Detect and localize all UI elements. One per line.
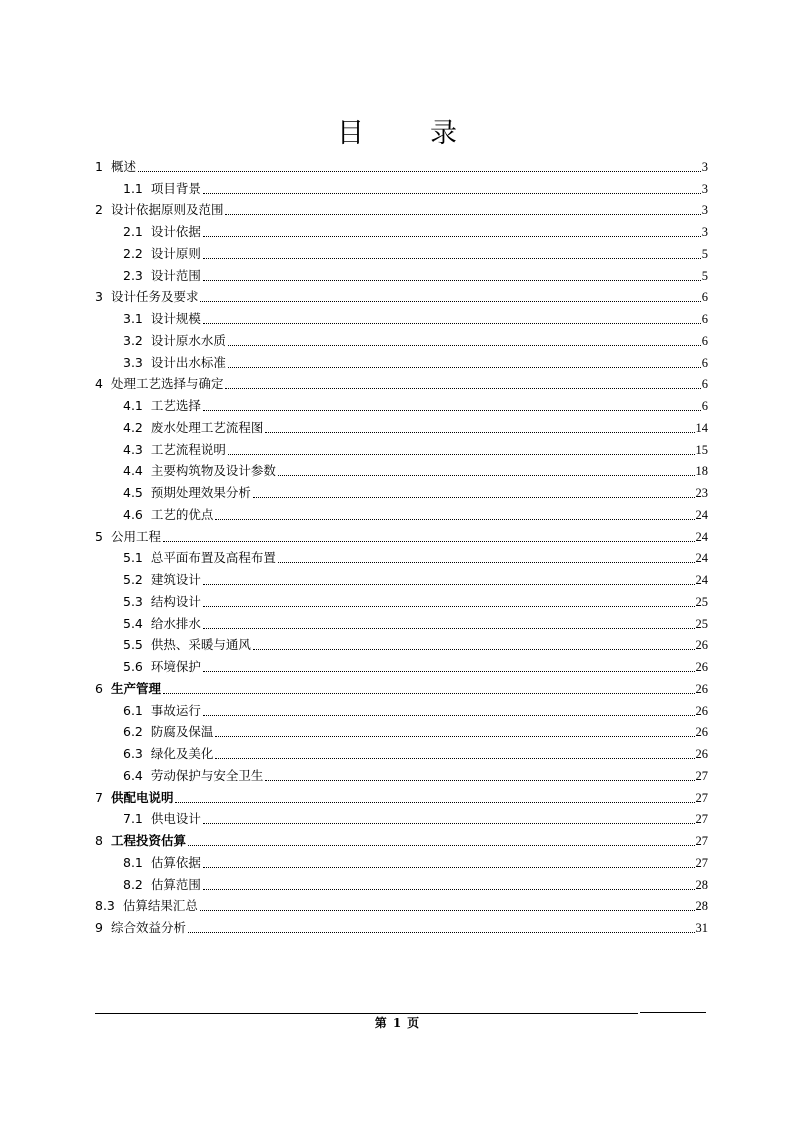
toc-entry-page: 24: [695, 507, 708, 522]
toc-entry-number: 8: [95, 833, 103, 848]
toc-entry[interactable]: [95, 697, 708, 719]
toc-entry-title: 设计规模: [150, 311, 201, 326]
toc-entry-title: 设计任务及要求: [110, 289, 199, 305]
toc-entry[interactable]: [95, 305, 708, 327]
toc-entry-title: 工艺的优点: [150, 506, 214, 522]
toc-entry-title: 供热、采暖与通风: [150, 637, 251, 653]
toc-entry[interactable]: [95, 719, 708, 741]
toc-entry-title: 设计依据: [150, 224, 201, 239]
toc-entry-page: 6: [701, 399, 708, 413]
toc-entry[interactable]: [95, 566, 708, 588]
toc-dot-leader: [253, 649, 695, 650]
toc-entry-title: 概述: [110, 158, 136, 174]
toc-entry-title: 估算依据: [150, 854, 201, 870]
toc-entry-title: 劳动保护与安全卫生: [150, 767, 264, 783]
toc-entry-number: 5.2: [123, 572, 143, 587]
toc-entry-number: 9: [95, 920, 103, 935]
toc-entry-number: 4.5: [123, 485, 143, 500]
toc-entry-page: 18: [695, 464, 708, 479]
toc-entry-number: 4: [95, 376, 103, 392]
toc-entry[interactable]: [95, 262, 708, 284]
toc-dot-leader: [200, 301, 700, 302]
toc-dot-leader: [265, 780, 694, 781]
toc-entry[interactable]: [95, 218, 708, 240]
toc-entry[interactable]: [95, 197, 708, 219]
toc-entry-page: 5: [701, 268, 708, 283]
toc-entry-page: 26: [695, 747, 708, 761]
toc-entry[interactable]: [95, 327, 708, 349]
toc-dot-leader: [203, 823, 695, 824]
title-char-2: 录: [430, 118, 457, 149]
toc-entry-number: 8.1: [123, 854, 143, 870]
table-of-contents: [95, 153, 708, 936]
toc-dot-leader: [163, 541, 695, 542]
toc-dot-leader: [138, 171, 701, 172]
toc-entry-number: 5.6: [123, 659, 143, 674]
toc-entry-number: 7.1: [123, 811, 143, 827]
toc-entry-title: 废水处理工艺流程图: [150, 419, 264, 435]
toc-entry-title: 预期处理效果分析: [150, 485, 251, 500]
toc-entry-title: 结构设计: [150, 593, 201, 609]
toc-entry-title: 综合效益分析: [110, 920, 186, 935]
toc-entry[interactable]: [95, 414, 708, 436]
toc-entry-page: 6: [701, 355, 708, 370]
toc-entry-title: 绿化及美化: [150, 746, 214, 761]
toc-entry[interactable]: [95, 653, 708, 675]
toc-entry-number: 6.1: [123, 702, 143, 718]
toc-entry-page: 28: [695, 899, 708, 914]
toc-entry-title: 供配电说明: [110, 789, 174, 805]
toc-entry[interactable]: [95, 523, 708, 545]
toc-dot-leader: [175, 802, 694, 803]
toc-entry-number: 1.1: [123, 180, 143, 196]
toc-entry-page: 27: [695, 790, 708, 805]
toc-dot-leader: [163, 693, 695, 694]
toc-entry-page: 26: [695, 660, 708, 674]
toc-entry[interactable]: [95, 153, 708, 175]
toc-dot-leader: [203, 258, 701, 259]
toc-entry[interactable]: [95, 632, 708, 654]
toc-entry-title: 设计出水标准: [150, 354, 226, 370]
toc-entry-title: 工艺流程说明: [150, 441, 226, 457]
toc-entry-title: 设计依据原则及范围: [110, 202, 224, 218]
toc-entry-page: 15: [695, 442, 708, 457]
toc-entry-page: 24: [695, 529, 708, 544]
toc-entry-number: 6.4: [123, 767, 143, 783]
toc-entry-page: 6: [701, 290, 708, 305]
toc-entry-title: 防腐及保温: [150, 724, 214, 740]
toc-entry[interactable]: [95, 371, 708, 393]
toc-entry-page: 27: [695, 834, 708, 848]
toc-entry-page: 23: [695, 486, 708, 500]
toc-dot-leader: [203, 410, 701, 411]
toc-entry[interactable]: [95, 827, 708, 849]
toc-entry-number: 2.1: [123, 224, 143, 239]
toc-entry[interactable]: [95, 240, 708, 262]
toc-entry-page: 3: [701, 159, 708, 174]
toc-entry-title: 工程投资估算: [110, 833, 186, 848]
toc-dot-leader: [203, 889, 695, 890]
toc-entry-number: 5.5: [123, 637, 143, 653]
toc-dot-leader: [203, 671, 695, 672]
toc-entry-page: 26: [695, 725, 708, 740]
toc-dot-leader: [278, 475, 695, 476]
toc-entry[interactable]: [95, 914, 708, 936]
toc-dot-leader: [215, 736, 694, 737]
toc-entry[interactable]: [95, 545, 708, 567]
toc-entry-page: 26: [695, 681, 708, 696]
toc-entry-title: 估算范围: [150, 876, 201, 892]
toc-entry-number: 3.3: [123, 354, 143, 370]
toc-dot-leader: [228, 454, 695, 455]
toc-entry-number: 3: [95, 289, 103, 305]
toc-entry-page: 26: [695, 638, 708, 653]
toc-entry-number: 3.1: [123, 311, 143, 326]
toc-entry[interactable]: [95, 501, 708, 523]
toc-entry-page: 27: [695, 812, 708, 827]
toc-entry-page: 5: [701, 246, 708, 261]
toc-entry-page: 31: [695, 921, 708, 935]
toc-entry-title: 总平面布置及高程布置: [150, 550, 276, 566]
toc-entry-page: 24: [695, 551, 708, 566]
toc-dot-leader: [228, 367, 701, 368]
toc-dot-leader: [253, 497, 695, 498]
toc-entry-page: 3: [701, 225, 708, 239]
toc-dot-leader: [203, 280, 701, 281]
page-title: [0, 114, 794, 154]
footer-divider-right: [640, 1012, 706, 1013]
toc-entry-page: 26: [695, 703, 708, 718]
toc-entry[interactable]: [95, 893, 708, 915]
toc-entry-number: 5.3: [123, 593, 143, 609]
footer-suffix: 页: [407, 1016, 420, 1030]
toc-entry-page: 25: [695, 594, 708, 609]
toc-entry-title: 工艺选择: [150, 398, 201, 413]
toc-entry[interactable]: [95, 175, 708, 197]
toc-entry[interactable]: [95, 436, 708, 458]
toc-dot-leader: [278, 562, 695, 563]
toc-entry[interactable]: [95, 806, 708, 828]
toc-dot-leader: [265, 432, 694, 433]
toc-entry-title: 公用工程: [110, 528, 161, 544]
toc-dot-leader: [203, 323, 701, 324]
toc-entry-number: 2.2: [123, 245, 143, 261]
toc-entry-page: 6: [701, 312, 708, 326]
toc-dot-leader: [188, 845, 695, 846]
toc-entry-number: 4.4: [123, 463, 143, 479]
toc-entry[interactable]: [95, 610, 708, 632]
toc-entry-page: 28: [695, 877, 708, 892]
toc-entry-number: 4.1: [123, 398, 143, 413]
toc-dot-leader: [215, 519, 694, 520]
toc-entry[interactable]: [95, 784, 708, 806]
toc-entry-page: 3: [701, 203, 708, 218]
page-footer: [0, 1014, 794, 1031]
toc-entry-number: 8.3: [95, 898, 115, 914]
toc-dot-leader: [225, 214, 700, 215]
toc-dot-leader: [200, 910, 695, 911]
toc-entry-number: 7: [95, 789, 103, 805]
toc-entry-number: 5: [95, 528, 103, 544]
toc-entry-title: 供电设计: [150, 811, 201, 827]
toc-dot-leader: [203, 628, 695, 629]
toc-dot-leader: [203, 236, 701, 237]
toc-entry-number: 4.3: [123, 441, 143, 457]
toc-dot-leader: [188, 932, 695, 933]
toc-entry-page: 27: [695, 768, 708, 783]
toc-entry-title: 主要构筑物及设计参数: [150, 463, 276, 479]
toc-entry-page: 25: [695, 616, 708, 631]
toc-entry-page: 3: [701, 181, 708, 196]
toc-entry-title: 生产管理: [110, 680, 161, 696]
toc-entry[interactable]: [95, 871, 708, 893]
toc-entry-title: 建筑设计: [150, 572, 201, 587]
toc-entry-page: 6: [701, 377, 708, 392]
toc-entry-number: 6.2: [123, 724, 143, 740]
toc-entry[interactable]: [95, 675, 708, 697]
toc-entry-number: 8.2: [123, 876, 143, 892]
toc-dot-leader: [228, 345, 701, 346]
title-char-1: 目: [337, 118, 364, 149]
toc-entry[interactable]: [95, 349, 708, 371]
toc-entry-page: 6: [701, 333, 708, 348]
toc-entry[interactable]: [95, 588, 708, 610]
toc-entry[interactable]: [95, 284, 708, 306]
toc-entry-title: 环境保护: [150, 659, 201, 674]
toc-entry[interactable]: [95, 849, 708, 871]
toc-entry-title: 估算结果汇总: [122, 898, 198, 914]
toc-dot-leader: [203, 584, 695, 585]
toc-dot-leader: [215, 758, 694, 759]
toc-entry-number: 4.2: [123, 419, 143, 435]
toc-entry-title: 设计原水水质: [150, 332, 226, 348]
toc-dot-leader: [203, 606, 695, 607]
toc-entry-number: 4.6: [123, 506, 143, 522]
toc-entry-number: 2: [95, 202, 103, 218]
toc-entry-number: 5.4: [123, 615, 143, 631]
toc-entry-number: 5.1: [123, 550, 143, 566]
toc-entry-number: 6.3: [123, 746, 143, 761]
toc-dot-leader: [203, 867, 695, 868]
footer-prefix: 第: [374, 1016, 387, 1030]
toc-dot-leader: [225, 388, 700, 389]
footer-page-number: 1: [392, 1016, 402, 1030]
toc-entry[interactable]: [95, 479, 708, 501]
toc-entry-title: 给水排水: [150, 615, 201, 631]
toc-dot-leader: [203, 715, 695, 716]
toc-entry-page: 14: [695, 420, 708, 435]
toc-entry-number: 6: [95, 680, 103, 696]
toc-entry[interactable]: [95, 392, 708, 414]
toc-entry-page: 27: [695, 855, 708, 870]
toc-entry[interactable]: [95, 458, 708, 480]
toc-entry-title: 设计范围: [150, 267, 201, 283]
toc-entry-number: 1: [95, 158, 103, 174]
toc-entry[interactable]: [95, 762, 708, 784]
toc-entry-title: 设计原则: [150, 245, 201, 261]
toc-entry-title: 事故运行: [150, 702, 201, 718]
toc-dot-leader: [203, 193, 701, 194]
toc-entry-title: 项目背景: [150, 180, 201, 196]
toc-entry-page: 24: [695, 573, 708, 587]
toc-entry-number: 2.3: [123, 267, 143, 283]
toc-entry[interactable]: [95, 740, 708, 762]
toc-entry-title: 处理工艺选择与确定: [110, 376, 224, 392]
toc-entry-number: 3.2: [123, 332, 143, 348]
